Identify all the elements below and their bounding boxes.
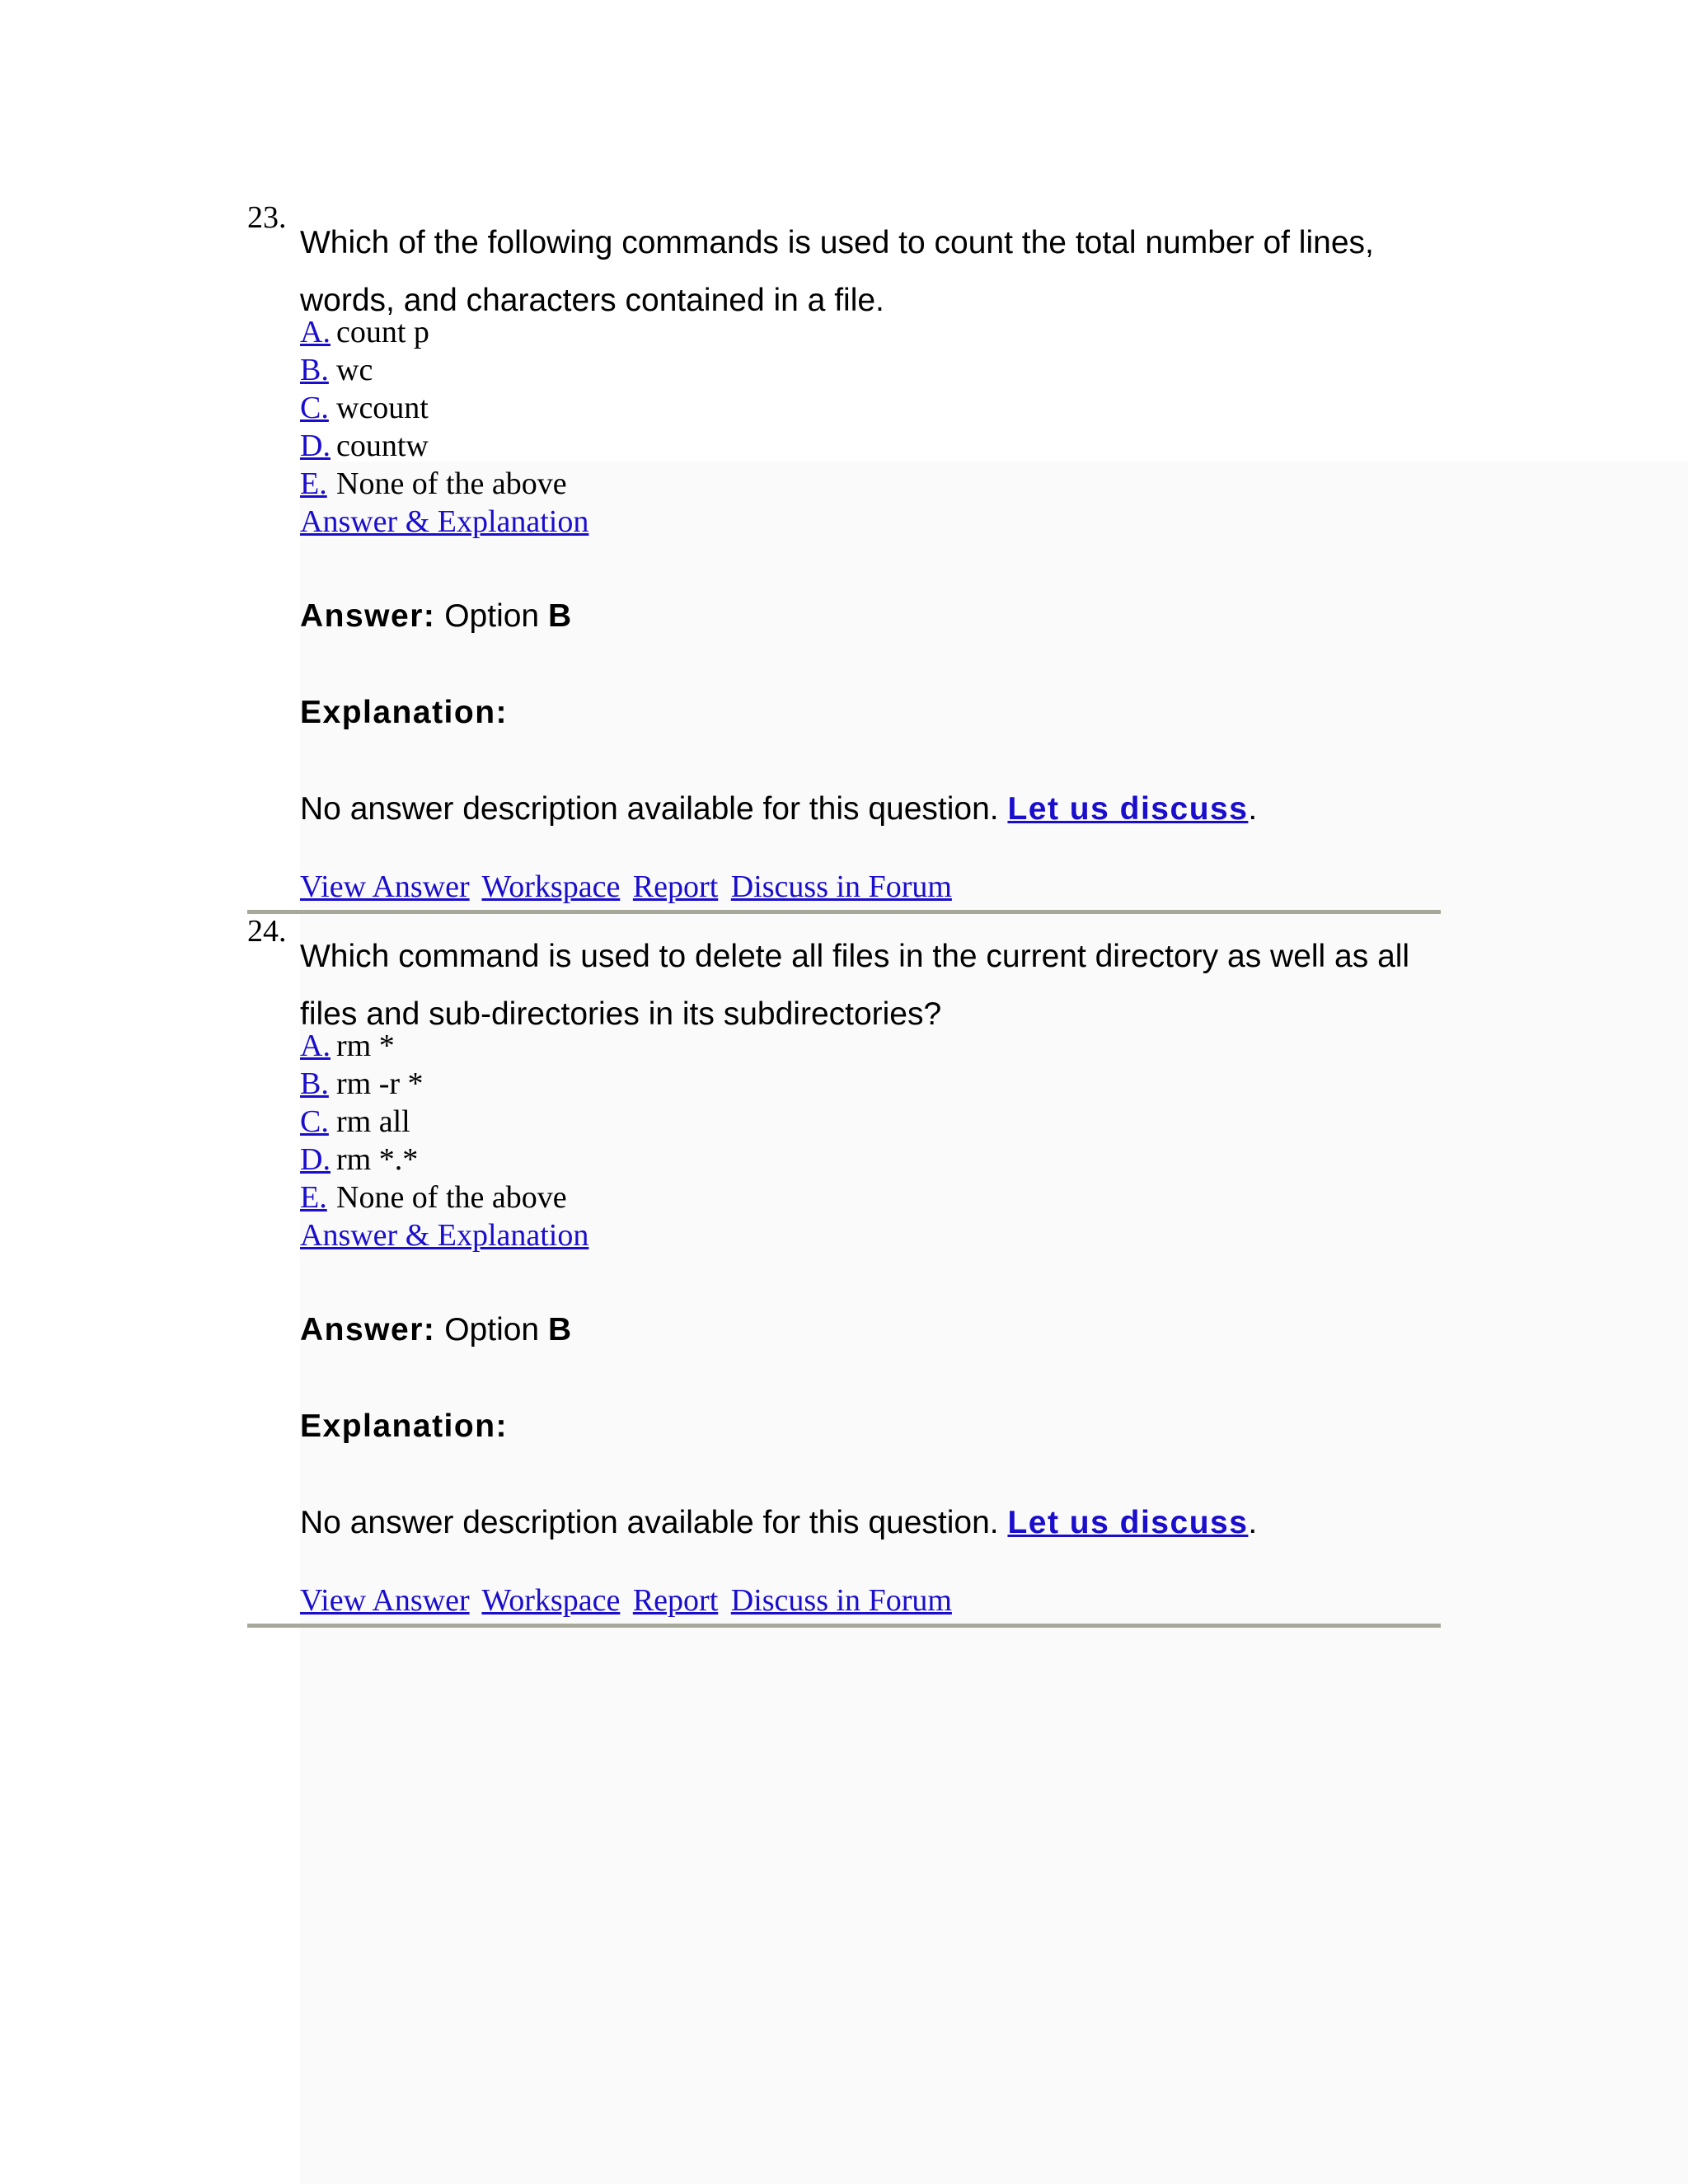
- report-link[interactable]: Report: [632, 1583, 719, 1618]
- option-d: [300, 1141, 588, 1179]
- answer-label: Answer:: [300, 598, 436, 634]
- option-d-link[interactable]: D.: [300, 429, 331, 463]
- option-e-text: None of the above: [336, 1180, 567, 1215]
- option-a-text: rm *: [336, 1029, 395, 1063]
- option-c-text: wcount: [336, 391, 429, 425]
- option-c-text: rm all: [336, 1104, 410, 1139]
- workspace-link[interactable]: Workspace: [481, 1583, 621, 1618]
- option-b: [300, 1065, 588, 1103]
- explanation-description: [300, 1505, 1257, 1541]
- option-c-link[interactable]: C.: [300, 391, 329, 425]
- option-b-text: wc: [336, 353, 373, 387]
- option-d-text: rm *.*: [336, 1142, 419, 1177]
- explanation-label: Explanation:: [300, 695, 509, 730]
- option-b: [300, 351, 588, 389]
- divider: [247, 910, 1441, 914]
- discuss-in-forum-link[interactable]: Discuss in Forum: [730, 869, 952, 904]
- answer-option-word: Option: [444, 1312, 540, 1347]
- workspace-link[interactable]: Workspace: [481, 869, 621, 904]
- answer-explanation-row: [300, 1216, 588, 1254]
- discuss-in-forum-link[interactable]: Discuss in Forum: [730, 1583, 952, 1618]
- option-e: [300, 465, 588, 503]
- view-answer-link[interactable]: View Answer: [300, 869, 470, 904]
- action-links: [300, 869, 957, 905]
- question-text: Which of the following commands is used to count the total number of lines, words, and characters contained in a file.: [300, 225, 1374, 318]
- divider: [247, 1624, 1441, 1628]
- option-c: [300, 389, 588, 427]
- option-d-text: countw: [336, 429, 429, 463]
- option-a: [300, 1027, 588, 1065]
- option-e-link[interactable]: E.: [300, 466, 327, 501]
- option-b-link[interactable]: B.: [300, 1066, 329, 1101]
- options-list: [300, 1027, 588, 1254]
- option-c: [300, 1103, 588, 1141]
- answer-label: Answer:: [300, 1312, 436, 1347]
- option-a-link[interactable]: A.: [300, 1029, 331, 1063]
- explanation-description: [300, 791, 1257, 827]
- description-text: No answer description available for this question.: [300, 791, 999, 827]
- report-link[interactable]: Report: [632, 869, 719, 904]
- option-b-link[interactable]: B.: [300, 353, 329, 387]
- option-b-text: rm -r *: [336, 1066, 424, 1101]
- question-number: 23.: [247, 200, 287, 235]
- description-period: .: [1248, 791, 1258, 827]
- answer-explanation-link[interactable]: Answer & Explanation: [300, 504, 589, 539]
- answer-line: [300, 598, 571, 635]
- answer-explanation-link[interactable]: Answer & Explanation: [300, 1218, 589, 1253]
- option-e-text: None of the above: [336, 466, 567, 501]
- question-number: 24.: [247, 914, 287, 949]
- let-us-discuss-link[interactable]: Let us discuss: [1007, 791, 1249, 827]
- answer-line: [300, 1312, 571, 1348]
- description-text: No answer description available for this question.: [300, 1505, 999, 1540]
- view-answer-link[interactable]: View Answer: [300, 1583, 470, 1618]
- answer-option-word: Option: [444, 598, 540, 634]
- answer-explanation-row: [300, 503, 588, 541]
- option-a-text: count p: [336, 315, 429, 349]
- option-e: [300, 1179, 588, 1216]
- answer-value: B: [547, 1312, 572, 1347]
- options-list: [300, 313, 588, 541]
- let-us-discuss-link[interactable]: Let us discuss: [1007, 1505, 1249, 1540]
- option-c-link[interactable]: C.: [300, 1104, 329, 1139]
- option-a-link[interactable]: A.: [300, 315, 331, 349]
- action-links: [300, 1582, 957, 1619]
- option-d-link[interactable]: D.: [300, 1142, 331, 1177]
- answer-value: B: [547, 598, 572, 634]
- option-a: [300, 313, 588, 351]
- explanation-label: Explanation:: [300, 1408, 509, 1444]
- question-text: Which command is used to delete all files in the current directory as well as all files and sub-directories in its subdirectories?: [300, 939, 1410, 1032]
- option-d: [300, 427, 588, 465]
- description-period: .: [1248, 1505, 1258, 1540]
- option-e-link[interactable]: E.: [300, 1180, 327, 1215]
